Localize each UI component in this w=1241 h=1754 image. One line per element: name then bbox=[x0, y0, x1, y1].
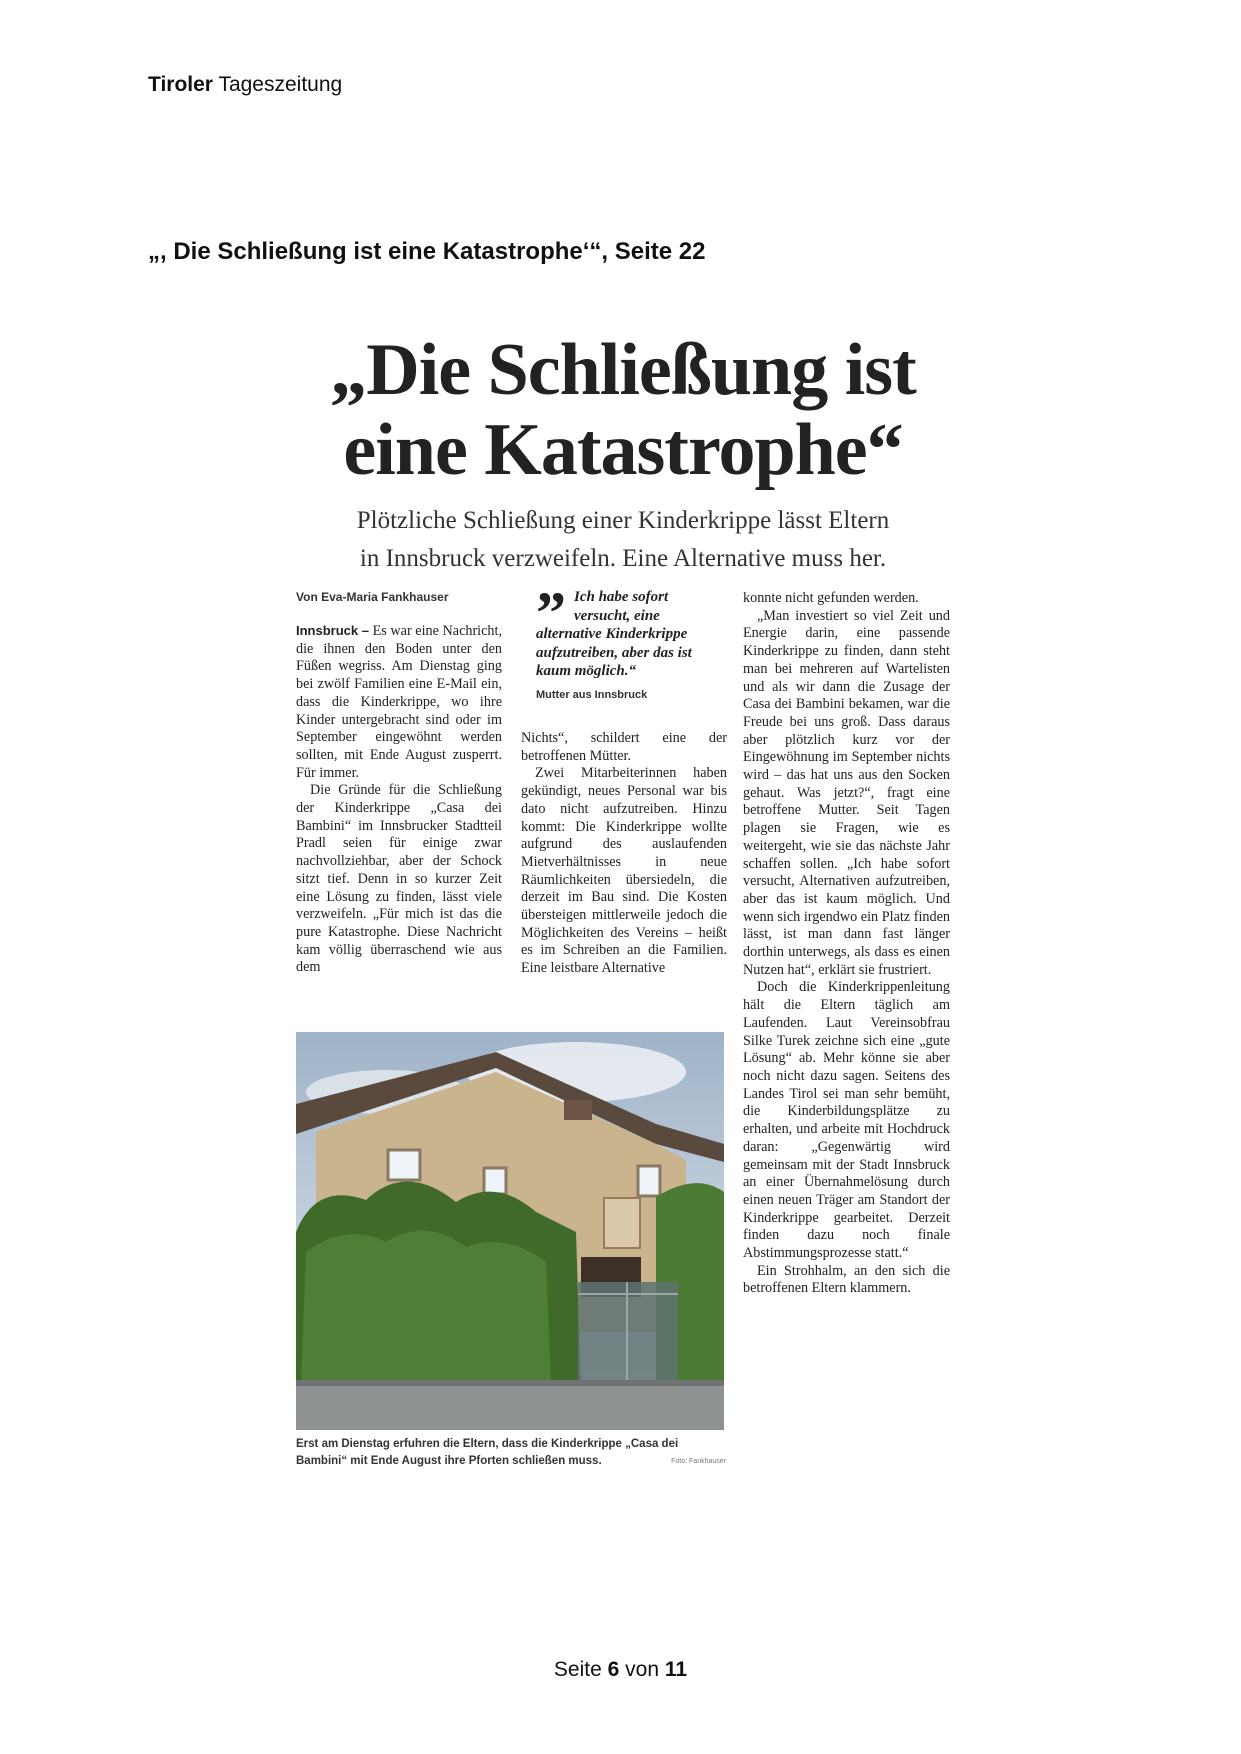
headline-line-2: eine Katastrophe“ bbox=[343, 409, 903, 491]
headline-line-1: „Die Schließung ist bbox=[330, 329, 916, 411]
col1-paragraph-1-text: Es war eine Nachricht, die ihnen den Boden unter den Füßen wegriss. Am Dienstag ging bei zwölf Familien eine E-Mail ein, dass die Kinderkrippe, wo ihre Kinder untergebracht sind oder im September eingewöhnt werden sollten, mit Ende August zusperrt. Für immer. bbox=[296, 623, 503, 781]
current-page: 6 bbox=[607, 1658, 620, 1681]
newspaper-title bbox=[148, 73, 342, 97]
kinderkrippe-photo bbox=[296, 1032, 724, 1430]
page-of: von bbox=[625, 1658, 660, 1681]
pull-quote-line-2: alternative Kinderkrippe aufzutreiben, aber das ist kaum möglich.“ bbox=[536, 626, 692, 679]
article-column-1 bbox=[296, 622, 502, 977]
newspaper-clipping bbox=[296, 330, 950, 1472]
newspaper-title-bold: Tiroler bbox=[148, 73, 213, 96]
byline: Von Eva-Maria Fankhauser bbox=[296, 590, 449, 604]
photo-caption bbox=[296, 1436, 726, 1470]
col1-paragraph-1 bbox=[296, 622, 502, 782]
article-reference: „, Die Schließung ist eine Katastrophe‘“, Seite 22 bbox=[148, 238, 706, 265]
total-pages: 11 bbox=[664, 1658, 688, 1681]
col1-paragraph-2: Die Gründe für die Schließung der Kinderkrippe „Casa dei Bambini“ im Innsbrucker Stadtteil Pradl seien für einige zwar nachvollziehbar, aber der Schock sitzt tief. Denn in so kurzer Zeit eine Lösung zu finden, lässt viele verzweifeln. „Für mich ist das die pure Katastrophe. Diese Nachricht kam völlig überraschend wie aus dem bbox=[296, 782, 502, 976]
quote-mark-icon: ” bbox=[536, 580, 566, 646]
pull-quote bbox=[536, 580, 726, 701]
col3-paragraph-1: konnte nicht gefunden werden. bbox=[743, 590, 919, 606]
lead bbox=[296, 502, 950, 578]
col2-paragraph-1: Nichts“, schildert eine der betroffenen Mütter. bbox=[521, 730, 727, 764]
photo-caption-text: Erst am Dienstag erfuhren die Eltern, dass die Kinderkrippe „Casa dei Bambini“ mit Ende August ihre Pforten schließen muss. bbox=[296, 1438, 679, 1467]
col3-paragraph-3: Doch die Kinderkrippenleitung hält die Eltern täglich am Laufenden. Laut Vereinsobfrau Silke Turek zeichne sich eine „gute Lösung“ ab. Mehr könne sie aber noch nicht dazu sagen. Seitens des Landes Tirol sei man sehr bemüht, die Kinderbildungsplätze zu erhalten, und arbeite mit Hochdruck daran: „Gegenwärtig wird gemeinsam mit der Stadt Innsbruck an einer Übernahmelösung durch einen neuen Träger am Standort der Kinderkrippe gearbeitet. Derzeit finden dazu noch finale Abstimmungsprozesse statt.“ bbox=[743, 979, 950, 1262]
lead-line-2: in Innsbruck verzweifeln. Eine Alternative muss her. bbox=[359, 545, 887, 572]
lead-line-1: Plötzliche Schließung einer Kinderkrippe lässt Eltern bbox=[356, 507, 890, 534]
page-number bbox=[0, 1658, 1241, 1682]
dateline: Innsbruck – bbox=[296, 623, 370, 638]
photo-credit: Foto: Fankhauser bbox=[671, 1458, 726, 1465]
newspaper-title-rest: Tageszeitung bbox=[218, 73, 343, 96]
col2-paragraph-2: Zwei Mitarbeiterinnen haben gekündigt, neues Personal war bis dato nicht aufzutreiben. Hinzu kommt: Die Kinderkrippe wollte aufgrund des auslaufenden Mietverhältnisses in neue Räumlichkeiten übersiedeln, die derzeit im Bau sind. Die Kosten übersteigen mittlerweile jedoch die Möglichkeiten des Vereins – heißt es im Schreiben an die Familien. Eine leistbare Alternative bbox=[521, 765, 727, 977]
pull-quote-line-1: Ich habe sofort versucht, eine bbox=[574, 589, 669, 624]
page-prefix: Seite bbox=[553, 1658, 602, 1681]
article-column-3 bbox=[743, 590, 950, 1298]
article-column-2 bbox=[521, 730, 727, 978]
pull-quote-source: Mutter aus Innsbruck bbox=[536, 688, 648, 701]
pull-quote-text bbox=[536, 588, 726, 681]
col3-paragraph-4: Ein Strohhalm, an den sich die betroffenen Eltern klammern. bbox=[743, 1262, 950, 1297]
col3-paragraph-2: „Man investiert so viel Zeit und Energie darin, eine passende Kinderkrippe zu finden, dann steht man bei mehreren auf Wartelisten und als wir dann die Zusage der Casa dei Bambini bekamen, war die Freude bei uns groß. Dass daraus aber plötzlich kurz vor der Eingewöhnung im September nichts wird – das hat uns aus den Socken gehaut. Was jetzt?“, fragt eine betroffene Mutter. Seit Tagen plagen sie Fragen, wie es weitergeht, wie sie das nächste Jahr schaffen sollen. „Ich habe sofort versucht, Alternativen aufzutreiben, aber das ist kaum möglich. Und wenn sich irgendwo ein Platz finden lässt, ist man dann fast länger dorthin unterwegs, als dass es einen Nutzen hat“, erklärt sie frustriert. bbox=[743, 607, 950, 978]
headline bbox=[296, 330, 950, 490]
